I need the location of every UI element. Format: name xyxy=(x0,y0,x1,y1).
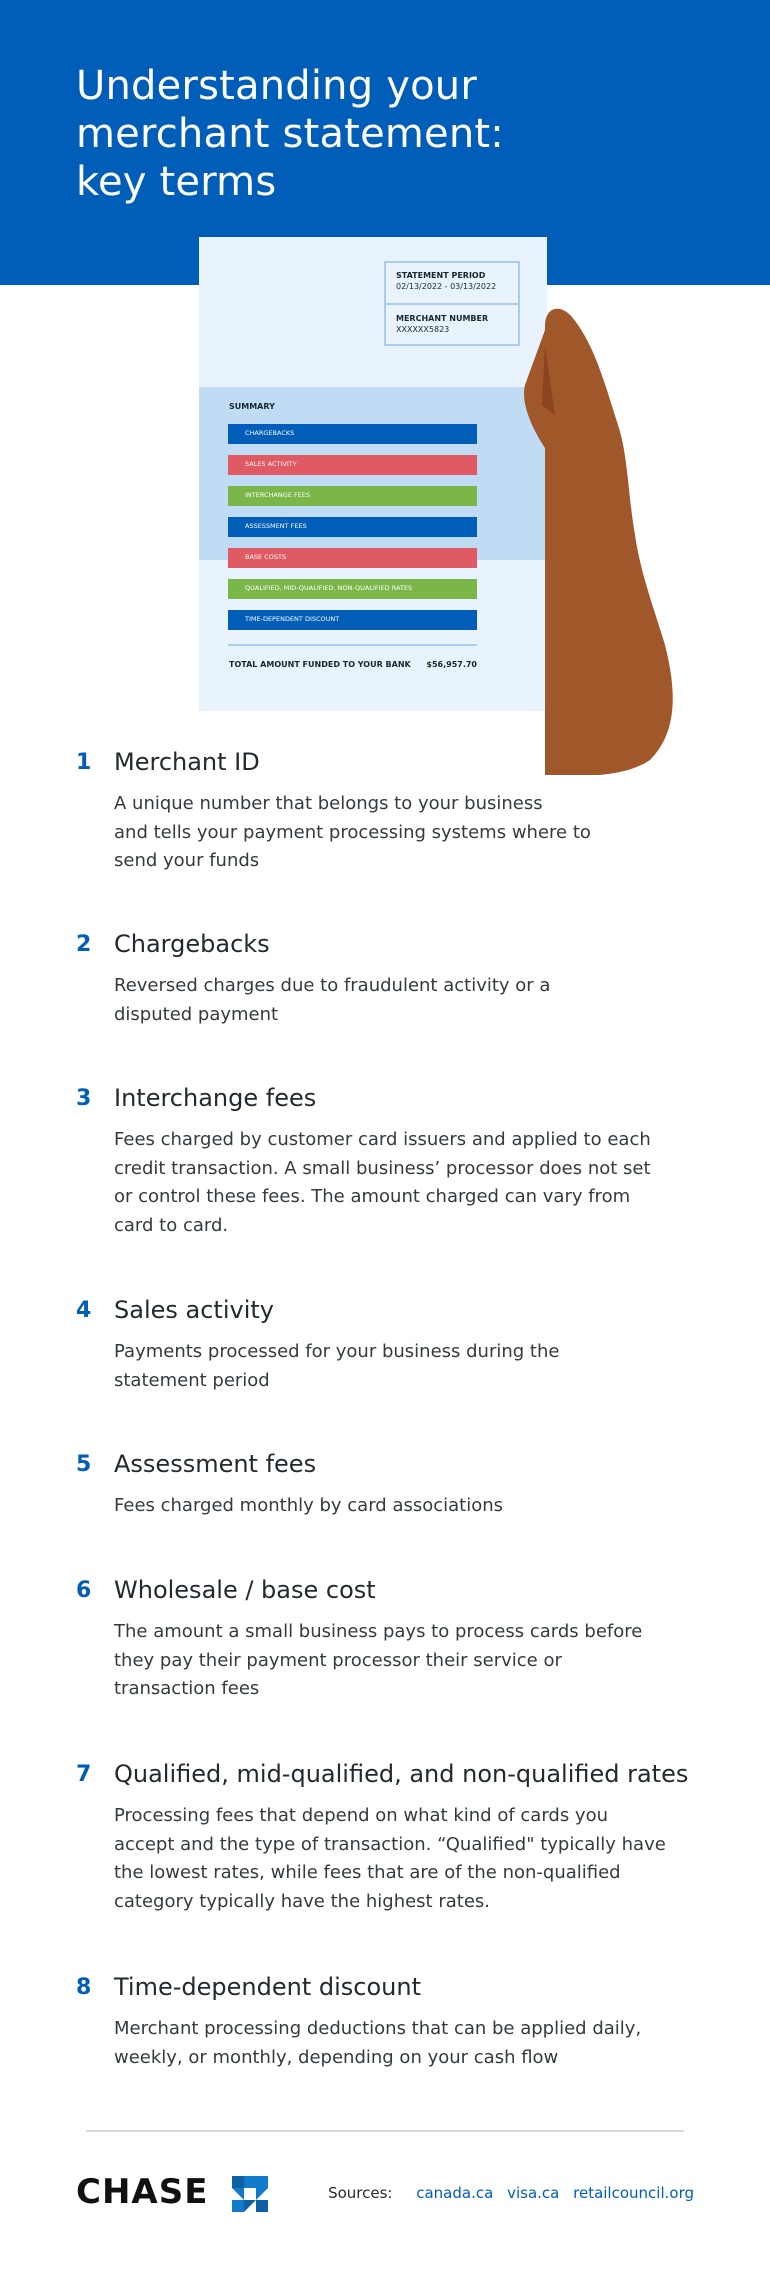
term-title: Interchange fees xyxy=(114,1084,317,1112)
term-description-line: or control these fees. The amount charged can vary from xyxy=(114,1186,631,1207)
footer-divider xyxy=(86,2130,684,2132)
summary-bar xyxy=(228,579,477,599)
term-number: 4 xyxy=(76,1298,92,1323)
total-label: TOTAL AMOUNT FUNDED TO YOUR BANK xyxy=(229,660,411,669)
summary-bar xyxy=(228,424,477,444)
source-link-visa[interactable]: visa.ca xyxy=(507,2184,560,2202)
term-description-line: disputed payment xyxy=(114,1003,279,1025)
term-description-line: transaction fees xyxy=(114,1678,260,1699)
term-description-line: Processing fees that depend on what kind of cards you xyxy=(114,1805,608,1826)
chase-logo-text: CHASE xyxy=(76,2172,209,2212)
summary-bar xyxy=(228,548,477,568)
term-title: Assessment fees xyxy=(114,1450,317,1478)
term-number: 6 xyxy=(76,1578,92,1603)
term-description-line: Payments processed for your business during the xyxy=(114,1341,560,1362)
summary-bar xyxy=(228,455,477,475)
term-number: 1 xyxy=(76,750,92,775)
term-description-line: Fees charged monthly by card associations xyxy=(114,1495,504,1516)
term-description-line: statement period xyxy=(114,1369,270,1391)
sources-label: Sources: xyxy=(328,2184,393,2202)
sources-line xyxy=(328,2184,694,2202)
term-title: Merchant ID xyxy=(114,748,260,776)
summary-bar xyxy=(228,517,477,537)
term-description-line: A unique number that belongs to your business xyxy=(114,793,543,814)
term-description xyxy=(114,1492,674,1521)
term-title: Sales activity xyxy=(114,1296,274,1324)
term-description-line: Reversed charges due to fraudulent activity or a xyxy=(114,975,551,996)
term-description-line: category typically have the highest rates. xyxy=(114,1890,490,1912)
summary-bar-label: TIME-DEPENDENT DISCOUNT xyxy=(245,615,340,623)
chase-octagon-icon xyxy=(232,2176,268,2212)
term-description-line: The amount a small business pays to process cards before xyxy=(114,1621,643,1642)
term-description xyxy=(114,1338,674,1395)
term-number: 3 xyxy=(76,1086,92,1111)
statement-period-label: STATEMENT PERIOD xyxy=(396,271,486,280)
summary-bar xyxy=(228,486,477,506)
term-description-line: Fees charged by customer card issuers and applied to each xyxy=(114,1129,651,1150)
summary-bar xyxy=(228,610,477,630)
term-description xyxy=(114,790,674,876)
term-description-line: the lowest rates, while fees that are of the non-qualified xyxy=(114,1862,621,1883)
term-description xyxy=(114,972,674,1029)
term-title: Chargebacks xyxy=(114,930,270,958)
statement-illustration xyxy=(199,237,547,711)
term-description xyxy=(114,2015,674,2072)
info-divider xyxy=(386,303,518,305)
term-number: 2 xyxy=(76,932,92,957)
summary-label: SUMMARY xyxy=(229,402,275,411)
merchant-number-value: XXXXXX5823 xyxy=(396,325,450,334)
title-line-2: merchant statement: xyxy=(76,111,504,157)
summary-bar-label: QUALIFIED, MID-QUALIFIED, NON-QUALIFIED RATES xyxy=(245,584,413,592)
term-title: Wholesale / base cost xyxy=(114,1576,376,1604)
summary-bar-label: ASSESSMENT FEES xyxy=(245,522,307,530)
term-title: Time-dependent discount xyxy=(114,1973,421,2001)
term-number: 8 xyxy=(76,1975,92,2000)
source-link-canada[interactable]: canada.ca xyxy=(416,2184,494,2202)
total-value: $56,957.70 xyxy=(426,660,477,669)
term-description-line: weekly, or monthly, depending on your cash flow xyxy=(114,2046,559,2068)
total-divider xyxy=(228,644,477,646)
term-description xyxy=(114,1802,674,1916)
term-number: 7 xyxy=(76,1762,92,1787)
term-description-line: credit transaction. A small business’ processor does not set xyxy=(114,1157,651,1179)
summary-bar-label: INTERCHANGE FEES xyxy=(245,491,311,499)
title-line-1: Understanding your xyxy=(76,63,477,109)
merchant-number-label: MERCHANT NUMBER xyxy=(396,314,489,323)
term-description-line: they pay their payment processor their service or xyxy=(114,1649,562,1671)
hand-illustration xyxy=(510,305,690,775)
term-description xyxy=(114,1126,674,1240)
term-description-line: card to card. xyxy=(114,1214,229,1236)
term-description-line: send your funds xyxy=(114,850,260,871)
page-title xyxy=(76,62,596,206)
summary-bar-label: SALES ACTIVITY xyxy=(245,460,297,468)
term-description-line: accept and the type of transaction. “Qualified" typically have xyxy=(114,1833,666,1855)
statement-info-box xyxy=(384,261,520,346)
term-description xyxy=(114,1618,674,1704)
term-title: Qualified, mid-qualified, and non-qualified rates xyxy=(114,1760,689,1788)
source-link-retailcouncil[interactable]: retailcouncil.org xyxy=(573,2184,694,2202)
title-line-3: key terms xyxy=(76,159,277,205)
term-description-line: Merchant processing deductions that can be applied daily, xyxy=(114,2018,642,2039)
statement-period-value: 02/13/2022 - 03/13/2022 xyxy=(396,282,497,291)
term-description-line: and tells your payment processing systems where to xyxy=(114,821,591,843)
summary-bar-label: CHARGEBACKS xyxy=(245,429,295,437)
summary-bar-label: BASE COSTS xyxy=(245,553,287,561)
term-number: 5 xyxy=(76,1452,92,1477)
